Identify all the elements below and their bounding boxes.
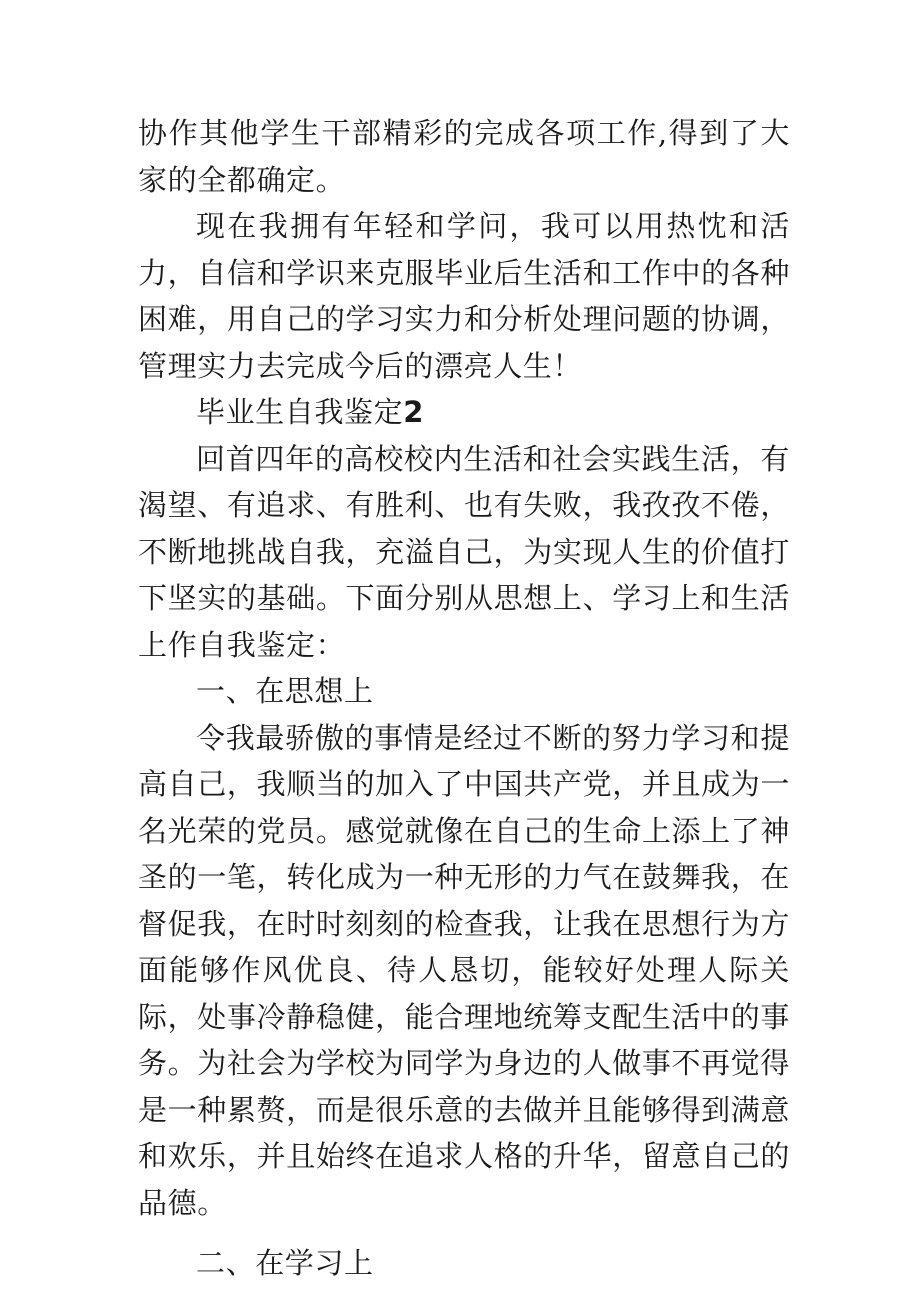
paragraph-intro: 回首四年的高校校内生活和社会实践生活，有渴望、有追求、有胜利、也有失败，我孜孜不倦，不断地挑战自我，充溢自己，为实现人生的价值打下坚实的基础。下面分别从思想上、学习上和生活上作自我鉴定： [138,441,790,662]
document-body [138,110,790,1287]
paragraph-continuation: 协作其他学生干部精彩的完成各项工作,得到了大家的全都确定。 [138,116,790,197]
paragraph-thought: 令我最骄傲的事情是经过不断的努力学习和提高自己，我顺当的加入了中国共产党，并且成为一名光荣的党员。感觉就像在自己的生命上添上了神圣的一笔，转化成为一种无形的力气在鼓舞我，在督促我，在时时刻刻的检查我，让我在思想行为方面能够作风优良、待人恳切，能较好处理人际关际，处事冷静稳健，能合理地统筹支配生活中的事务。为社会为学校为同学为身边的人做事不再觉得是一种累赘，而是很乐意的去做并且能够得到满意和欢乐，并且始终在追求人格的升华，留意自己的品德。 [138,720,790,1220]
section-heading-thought: 一、在思想上 [196,674,374,708]
essay-title [138,389,790,436]
paragraph-future: 现在我拥有年轻和学问，我可以用热忱和活力，自信和学识来克服毕业后生活和工作中的各种困难，用自己的学习实力和分析处理问题的协调，管理实力去完成今后的漂亮人生！ [138,209,790,383]
essay-title-number: 2 [403,395,424,429]
section-heading-study: 二、在学习上 [196,1246,374,1280]
essay-title-text: 毕业生自我鉴定 [196,395,404,429]
